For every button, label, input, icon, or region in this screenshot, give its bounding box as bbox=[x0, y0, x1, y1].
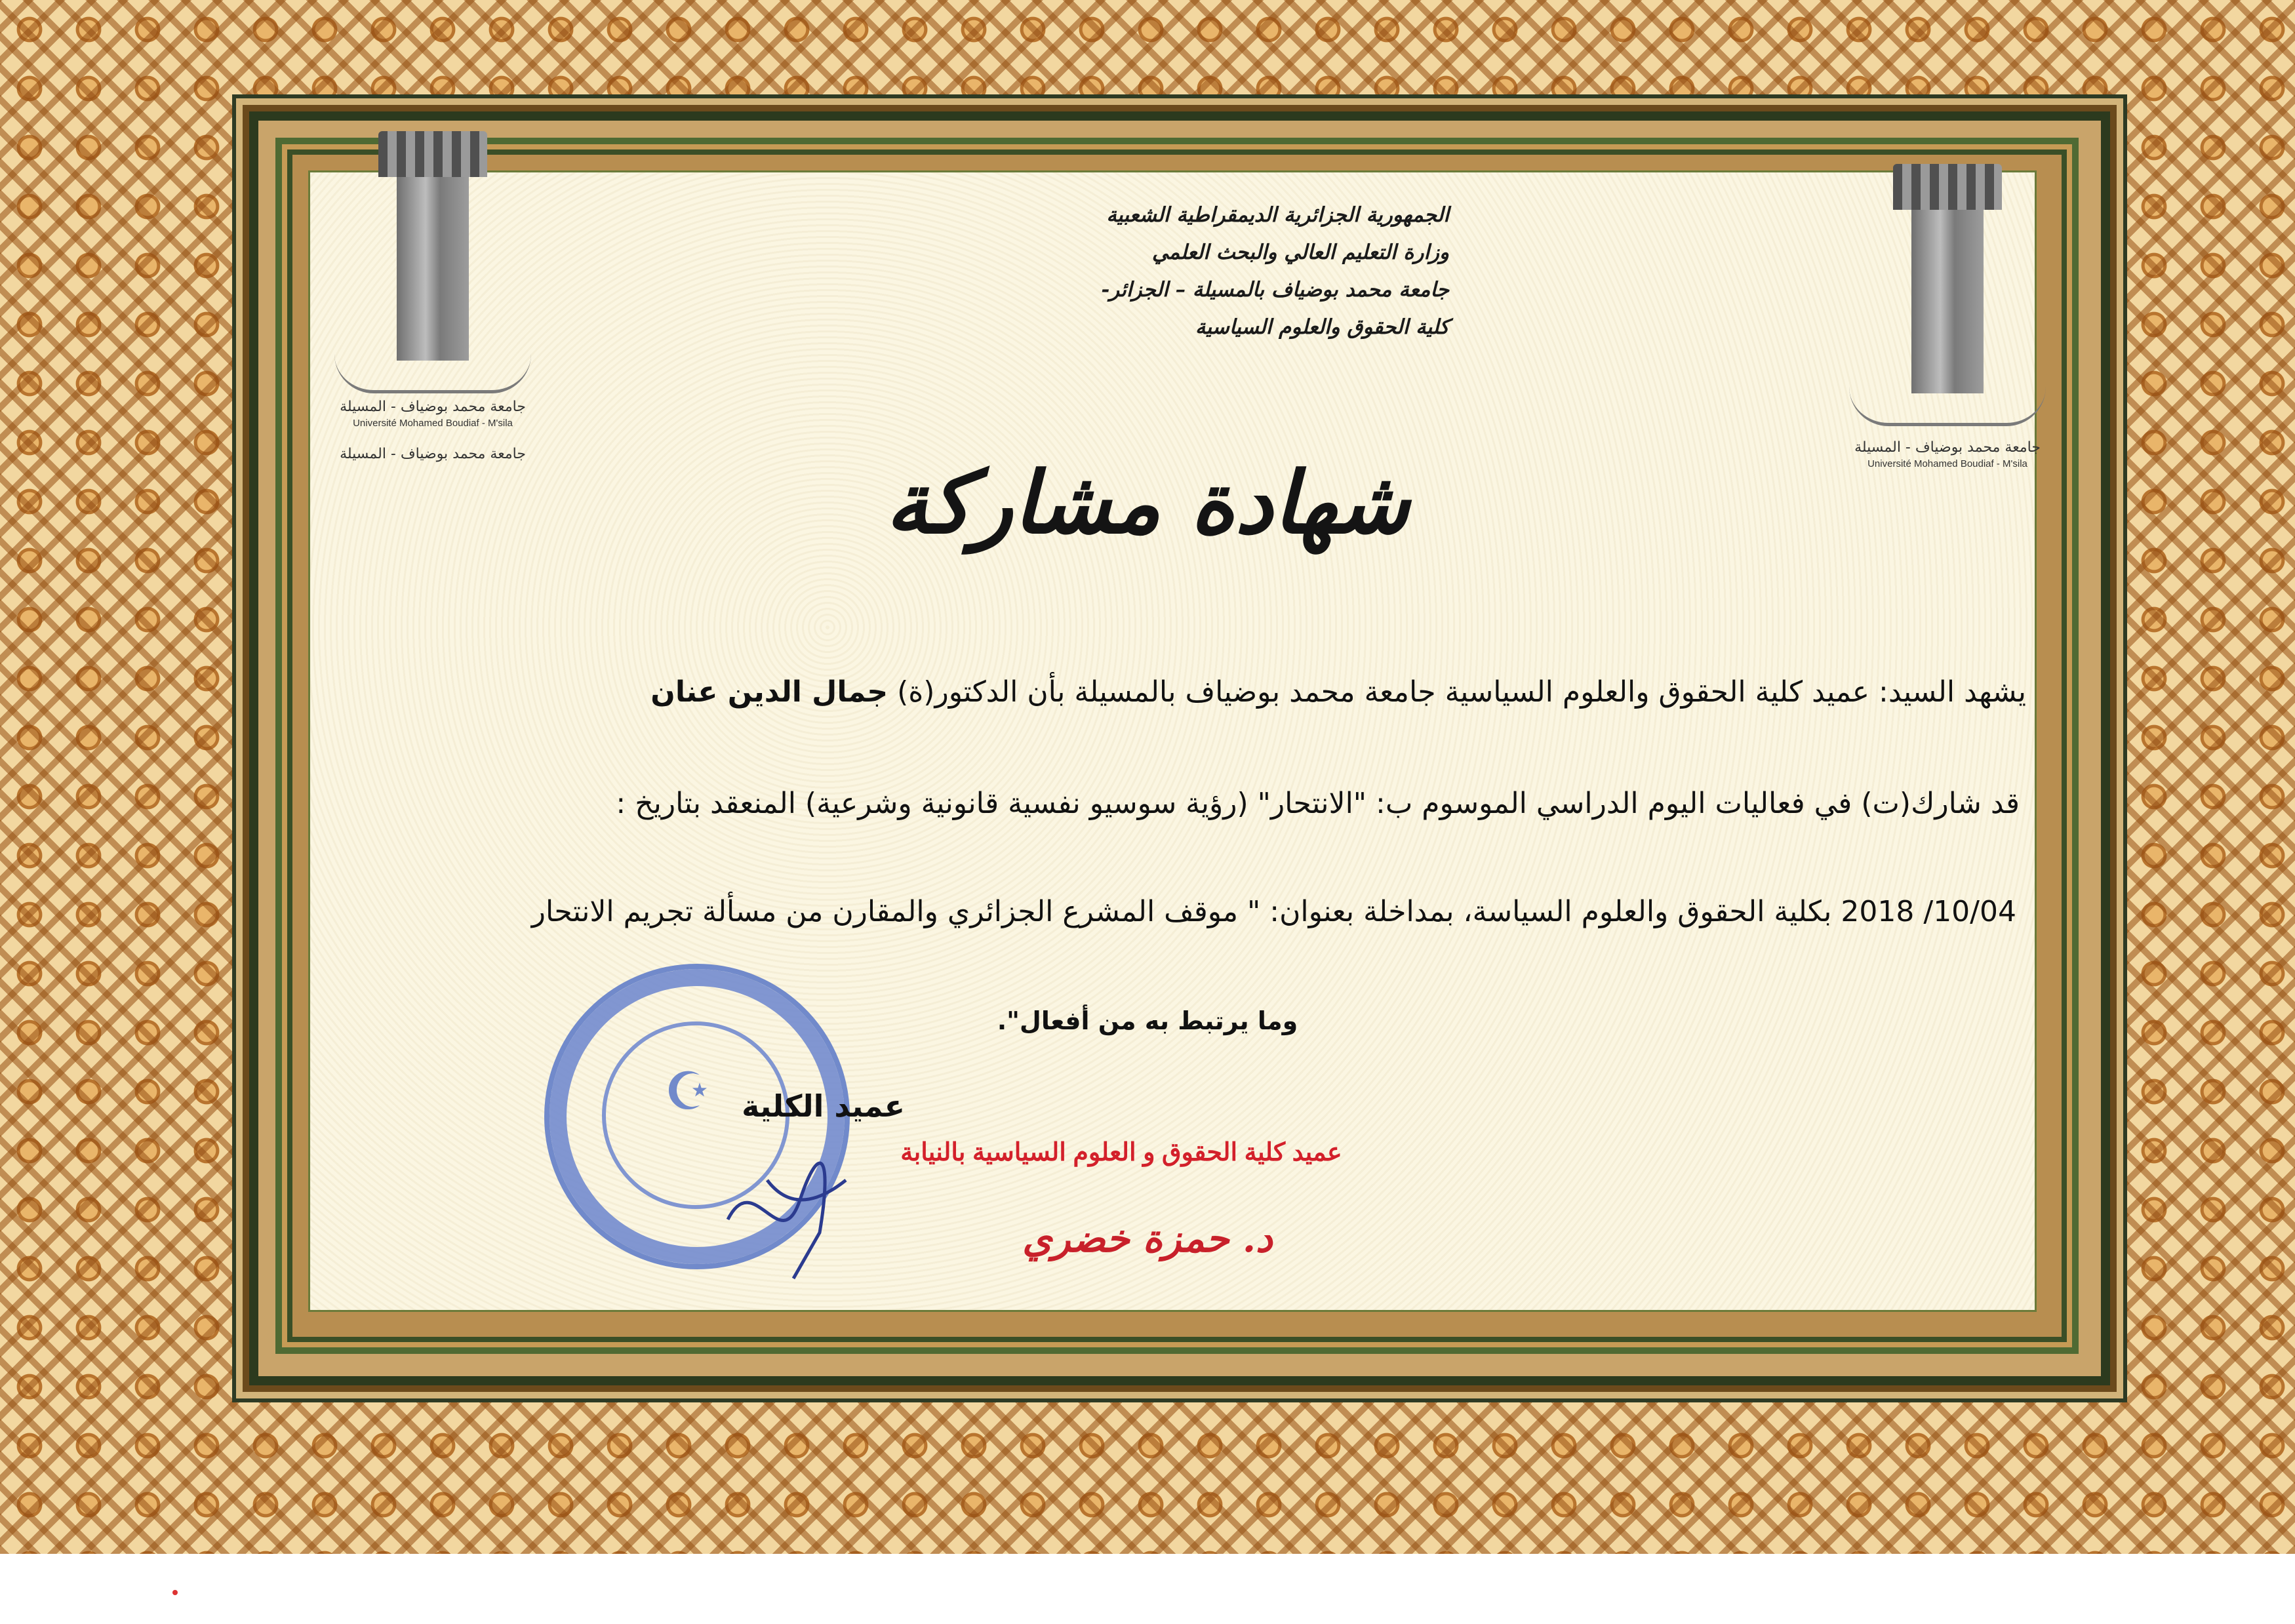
header-line-ministry: وزارة التعليم العالي والبحث العلمي bbox=[1151, 241, 1449, 264]
handwritten-signature bbox=[702, 1141, 872, 1285]
scan-dot bbox=[172, 1590, 178, 1595]
tower-icon bbox=[397, 157, 469, 361]
body-line-1-prefix: يشهد السيد: عميد كلية الحقوق والعلوم السياسية جامعة محمد بوضياف بالمسيلة بأن الدكتور(ة) bbox=[897, 675, 2026, 709]
university-logo-left bbox=[321, 157, 544, 462]
acting-dean-stamp: عميد كلية الحقوق و العلوم السياسية بالنيابة bbox=[900, 1139, 1342, 1166]
header-line-faculty: كلية الحقوق والعلوم السياسية bbox=[1195, 315, 1449, 339]
body-line-3: 10/04/ 2018 بكلية الحقوق والعلوم السياسة، بمداخلة بعنوان: " موقف المشرع الجزائري والمقارن من مسألة تجريم الانتحار bbox=[531, 895, 2016, 928]
institution-header bbox=[820, 197, 1449, 346]
logo-name-ar-2: جامعة محمد بوضياف - المسيلة bbox=[340, 446, 526, 462]
header-line-university: جامعة محمد بوضياف بالمسيلة – الجزائر- bbox=[1101, 278, 1449, 302]
header-line-republic: الجمهورية الجزائرية الديمقراطية الشعبية bbox=[1106, 203, 1449, 227]
logo-name-fr: Université Mohamed Boudiaf - M'sila bbox=[353, 418, 513, 429]
signer-name: د. حمزة خضري bbox=[1022, 1216, 1273, 1261]
body-line-4: وما يرتبط به من أفعال". bbox=[997, 1006, 1298, 1035]
logo-name-fr: Université Mohamed Boudiaf - M'sila bbox=[1867, 458, 2027, 469]
certificate-title: شهادة مشاركة bbox=[885, 452, 1410, 553]
tower-icon bbox=[1911, 190, 1984, 393]
university-logo-right bbox=[1836, 190, 2059, 469]
body-line-2: قد شارك(ت) في فعاليات اليوم الدراسي الموسوم ب: "الانتحار" (رؤية سوسيو نفسية قانونية وشرعية) المنعقد بتاريخ : bbox=[616, 787, 2020, 820]
body-line-1 bbox=[243, 675, 2026, 709]
logo-name-ar: جامعة محمد بوضياف - المسيلة bbox=[340, 399, 526, 415]
logo-name-ar: جامعة محمد بوضياف - المسيلة bbox=[1854, 439, 2041, 456]
crescent-star-icon: ☪ bbox=[664, 1061, 711, 1122]
recipient-name: جمال الدين عنان bbox=[650, 675, 888, 709]
dean-label: عميد الكلية bbox=[742, 1088, 905, 1124]
